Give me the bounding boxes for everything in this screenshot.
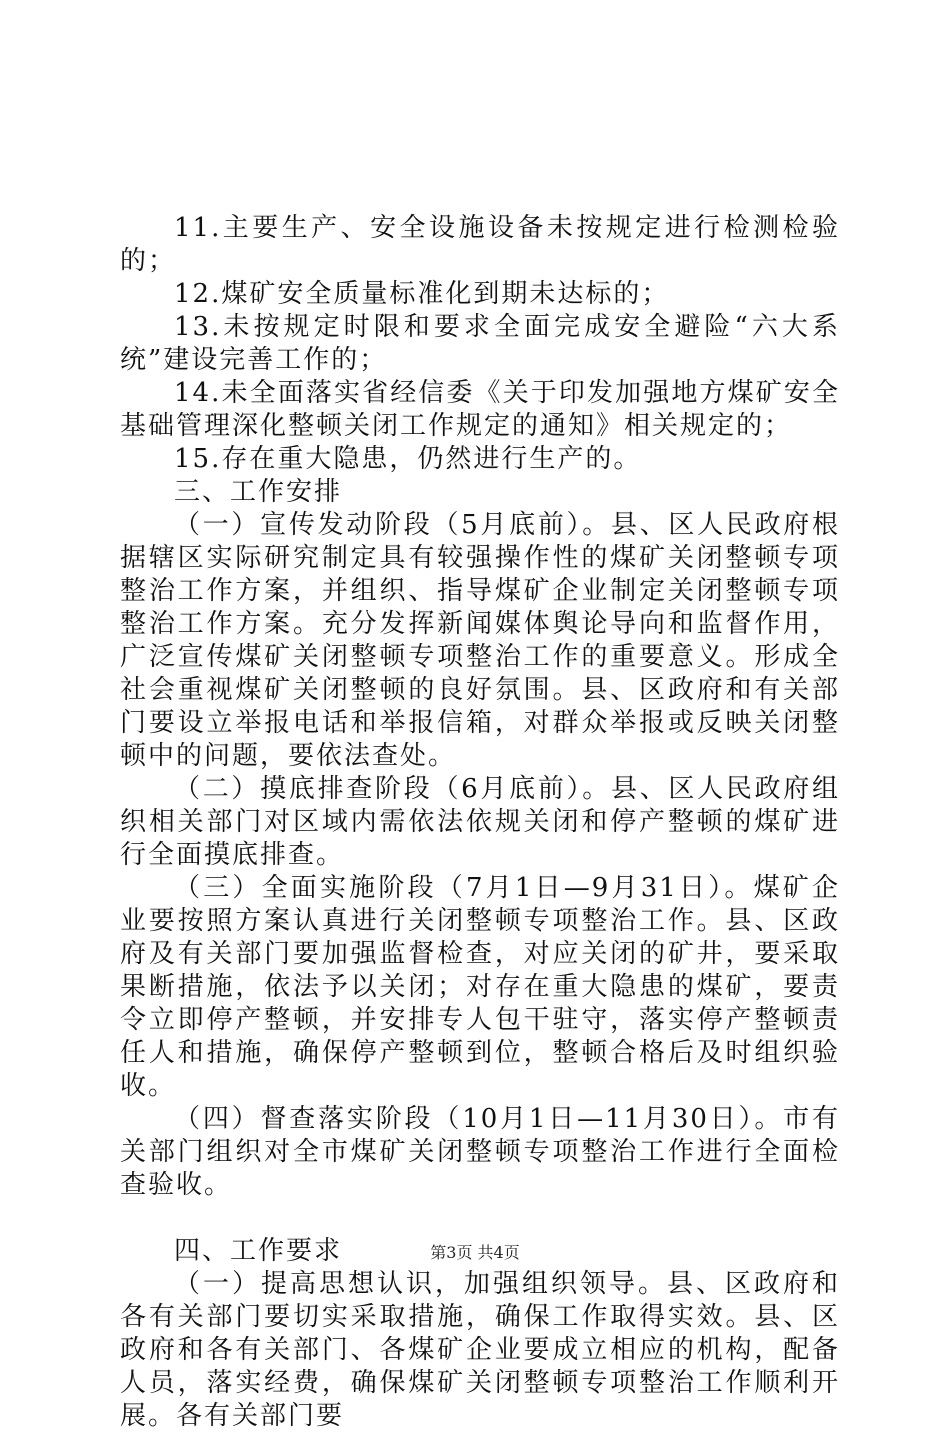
paragraph-stage-1: （一）宣传发动阶段（5月底前）。县、区人民政府根据辖区实际研究制定具有较强操作性的煤矿关闭整顿专项整治工作方案，并组织、指导煤矿企业制定关闭整顿专项整治工作方案。充分发挥新闻媒体舆论导向和监督作用，广泛宣传煤矿关闭整顿专项整治工作的重要意义。形成全社会重视煤矿关闭整顿的良好氛围。县、区政府和有关部门要设立举报电话和举报信箱，对群众举报或反映关闭整顿中的问题，要依法查处。 (120, 510, 840, 771)
paragraph-item-15: 15.存在重大隐患，仍然进行生产的。 (174, 444, 642, 474)
page-number-footer: 第3页 共4页 (430, 1243, 520, 1262)
paragraph-requirement-1: （一）提高思想认识，加强组织领导。县、区政府和各有关部门要切实采取措施，确保工作取得实效。县、区政府和各有关部门、各煤矿企业要成立相应的机构，配备人员，落实经费，确保煤矿关闭整顿专项整治工作顺利开展。各有关部门要 (120, 1269, 840, 1431)
section-heading-work-requirements: 四、工作要求 (174, 1236, 343, 1266)
paragraph-stage-2: （二）摸底排查阶段（6月底前）。县、区人民政府组织相关部门对区域内需依法依规关闭和停产整顿的煤矿进行全面摸底排查。 (120, 774, 840, 870)
paragraph-stage-4: （四）督查落实阶段（10月1日—11月30日）。市有关部门组织对全市煤矿关闭整顿专项整治工作进行全面检查验收。 (120, 1104, 840, 1200)
paragraph-item-11: 11.主要生产、安全设施设备未按规定进行检测检验的； (120, 213, 840, 276)
paragraph-item-12: 12.煤矿安全质量标准化到期未达标的； (174, 279, 670, 309)
section-heading-work-arrangement: 三、工作安排 (174, 477, 343, 507)
paragraph-stage-3: （三）全面实施阶段（7月1日—9月31日）。煤矿企业要按照方案认真进行关闭整顿专项整治工作。县、区政府及有关部门要加强监督检查，对应关闭的矿井，要采取果断措施，依法予以关闭；对存在重大隐患的煤矿，要责令立即停产整顿，并安排专人包干驻守，落实停产整顿责任人和措施，确保停产整顿到位，整顿合格后及时组织验收。 (120, 873, 840, 1101)
paragraph-item-13: 13.未按规定时限和要求全面完成安全避险“六大系统”建设完善工作的； (120, 312, 840, 375)
paragraph-item-14: 14.未全面落实省经信委《关于印发加强地方煤矿安全基础管理深化整顿关闭工作规定的通知》相关规定的； (120, 378, 840, 441)
